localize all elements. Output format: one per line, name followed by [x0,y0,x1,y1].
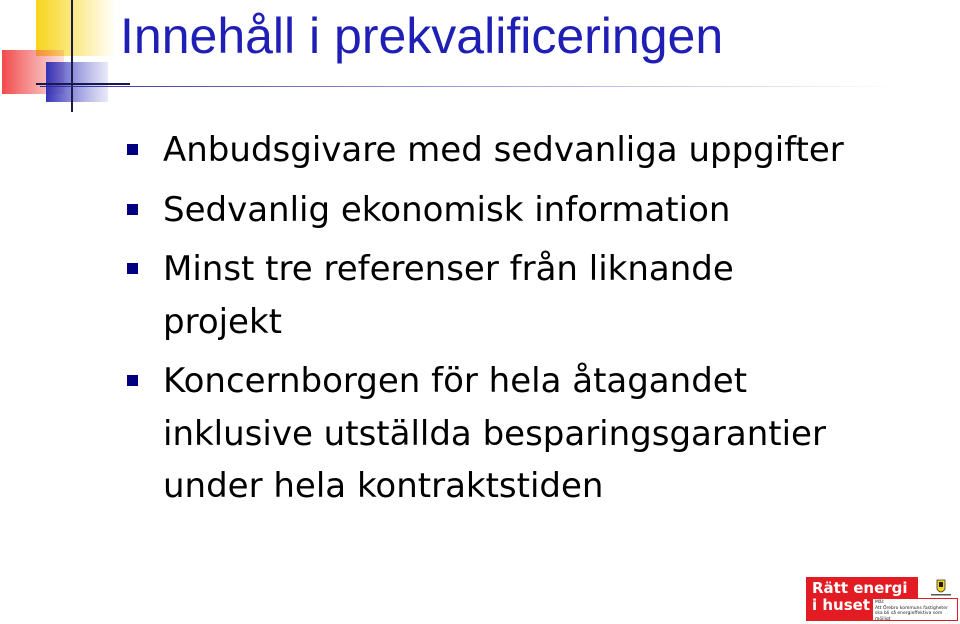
logo-tagline-text: Mål: Att Örebro kommuns fastigheter ska bli så energieffektiva som möjligt [875,600,948,621]
bullet-text: Anbudsgivare med sedvanliga uppgifter [163,130,844,170]
bullet-item [127,184,927,237]
square-bullet-icon [127,375,138,386]
title-divider [40,86,900,87]
bullet-item [127,124,927,177]
square-bullet-icon [127,204,138,215]
square-bullet-icon [127,263,138,274]
square-bullet-icon [127,144,138,155]
slide-title: Innehåll i prekvalificeringen [120,8,724,64]
logo-line-1: Rätt energi [812,579,908,597]
bullet-text: Koncernborgen för hela åtagandet inklusive utställda besparingsgarantier under hela kontraktstiden [163,361,826,506]
bullet-item [127,355,927,513]
bullet-list [127,124,927,513]
bullet-item [127,243,927,348]
bullet-text: Minst tre referenser från liknande projekt [163,249,734,342]
bullet-text: Sedvanlig ekonomisk information [163,189,731,230]
logo-line-2: i huset [812,596,870,614]
coat-of-arms-icon [928,578,954,598]
logo-tagline [872,598,958,621]
squares-logo-icon [0,0,130,112]
